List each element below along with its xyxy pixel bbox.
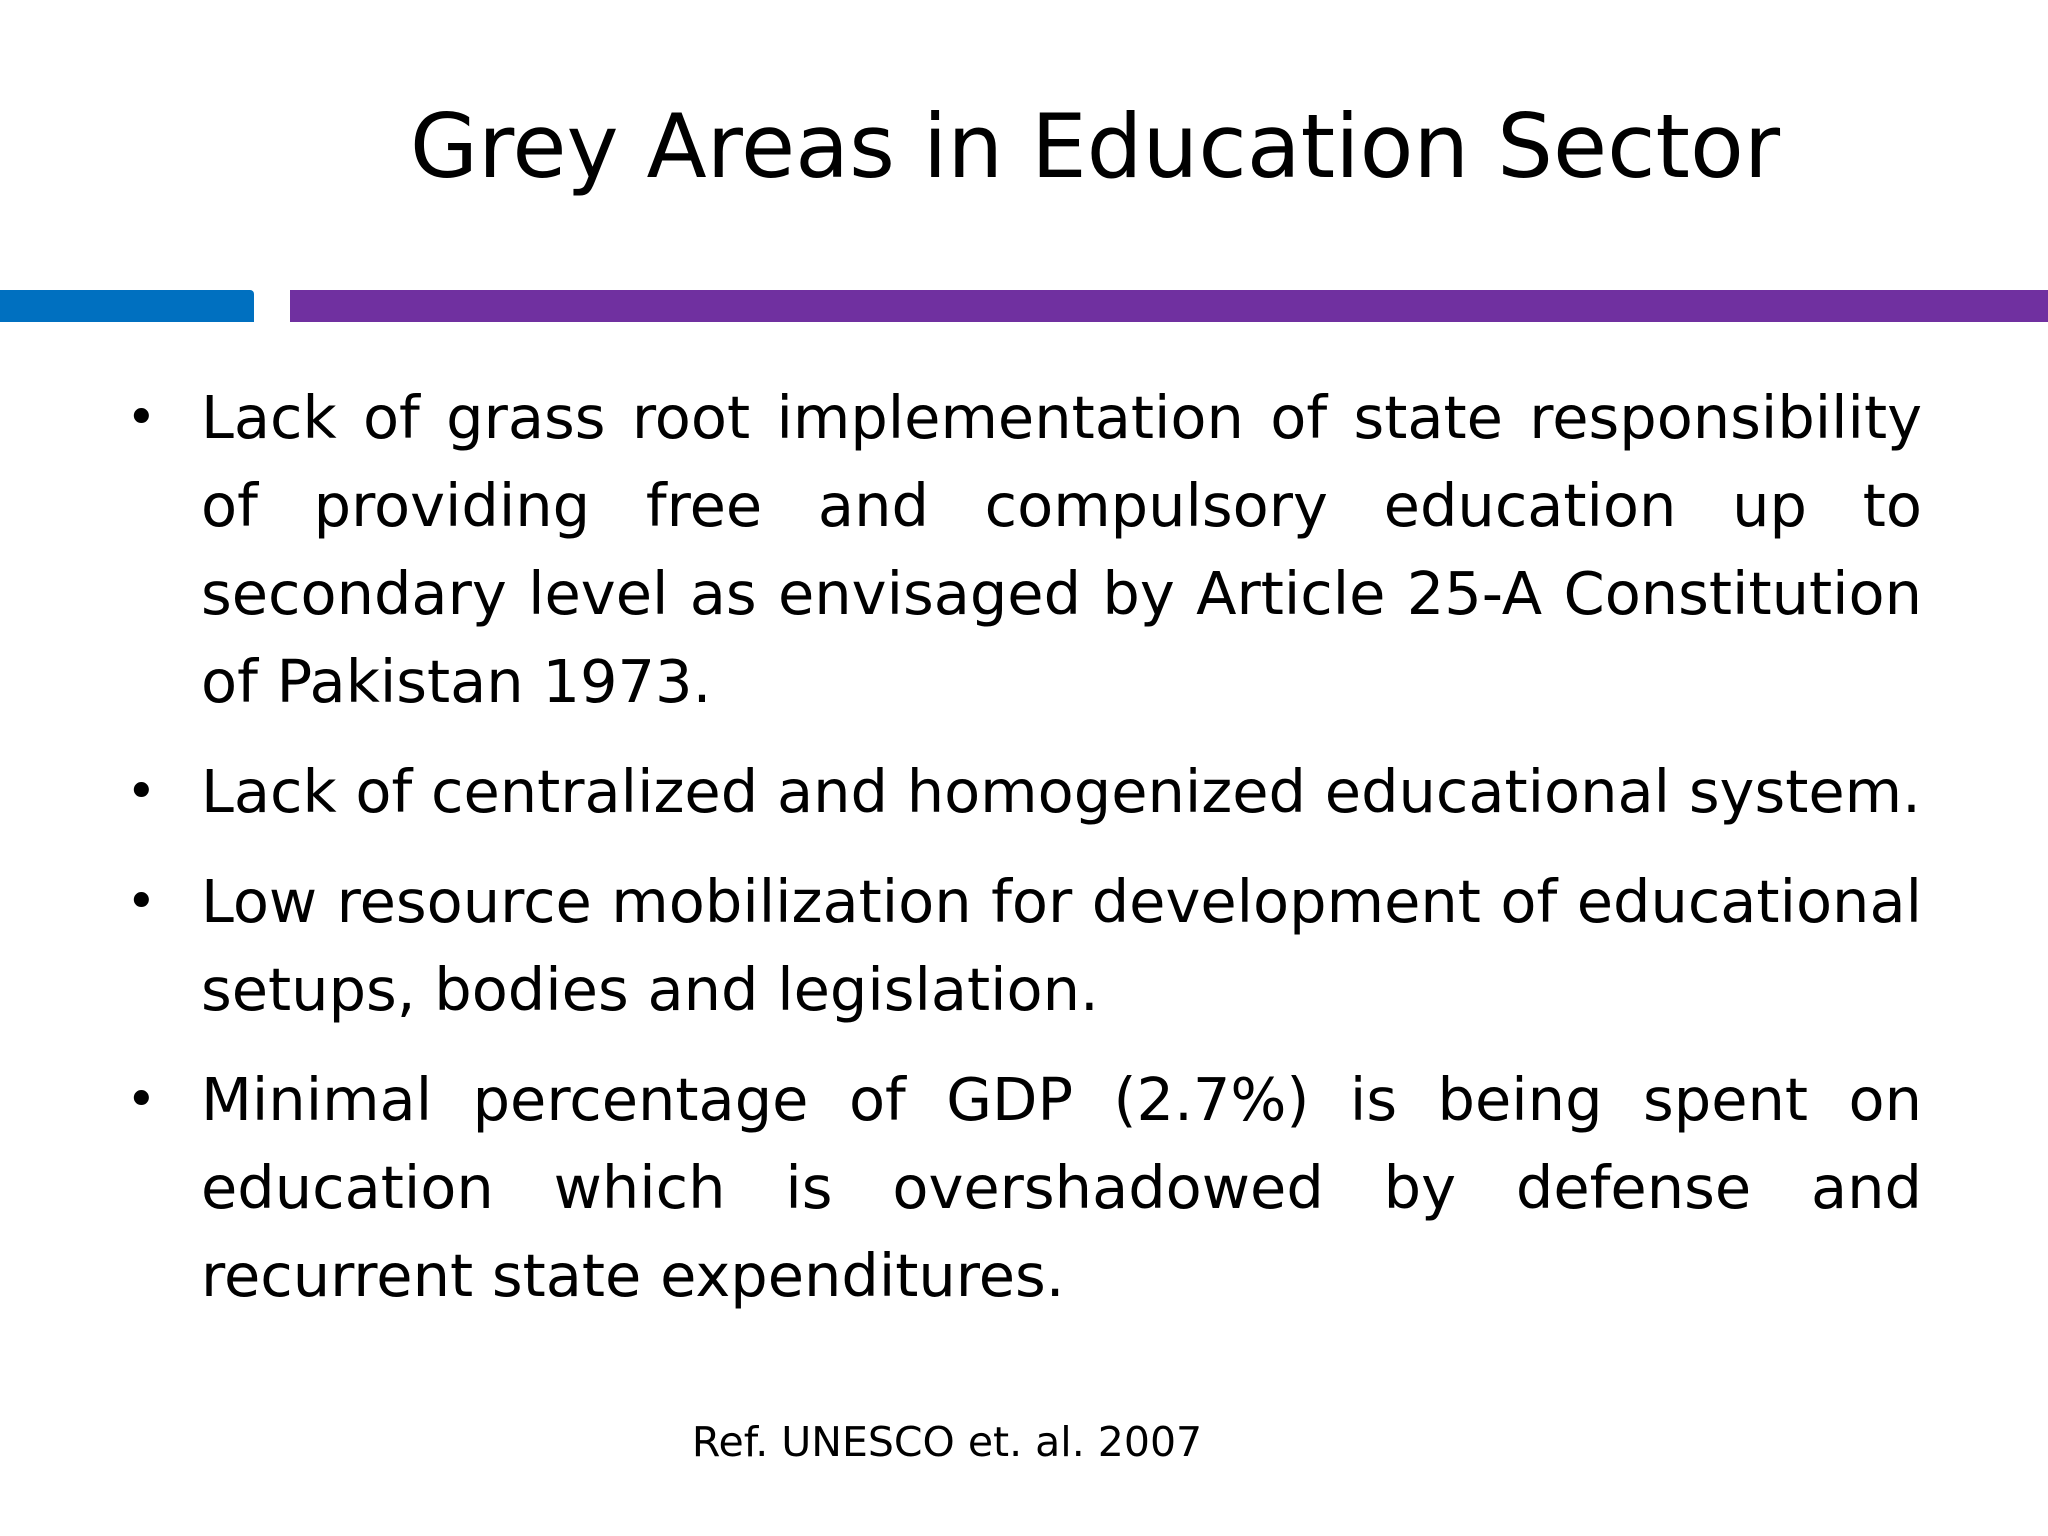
accent-bar-blue (0, 290, 254, 322)
bullet-text: Lack of centralized and homogenized educational system. (201, 757, 1921, 826)
bullet-item (120, 858, 1922, 1034)
bullet-text: Low resource mobilization for development of educational setups, bodies and legislation. (201, 867, 1922, 1024)
bullet-item (120, 1056, 1922, 1320)
bullet-icon: • (126, 388, 157, 448)
slide-title: Grey Areas in Education Sector (409, 95, 1781, 198)
bullet-icon: • (126, 762, 157, 822)
bullet-text: Lack of grass root implementation of state responsibility of providing free and compulsory education up to secondary level as envisaged by Article 25-A Constitution of Pakistan 1973. (201, 383, 1922, 716)
bullet-item (120, 374, 1922, 726)
reference-citation: Ref. UNESCO et. al. 2007 (691, 1418, 1203, 1466)
bullet-icon: • (126, 872, 157, 932)
bullet-list (120, 374, 1922, 1342)
accent-bar-purple (290, 290, 2048, 322)
bullet-text: Minimal percentage of GDP (2.7%) is being spent on education which is overshadowed by defense and recurrent state expenditures. (201, 1065, 1922, 1310)
bullet-icon: • (126, 1070, 157, 1130)
bullet-item (120, 748, 1922, 836)
